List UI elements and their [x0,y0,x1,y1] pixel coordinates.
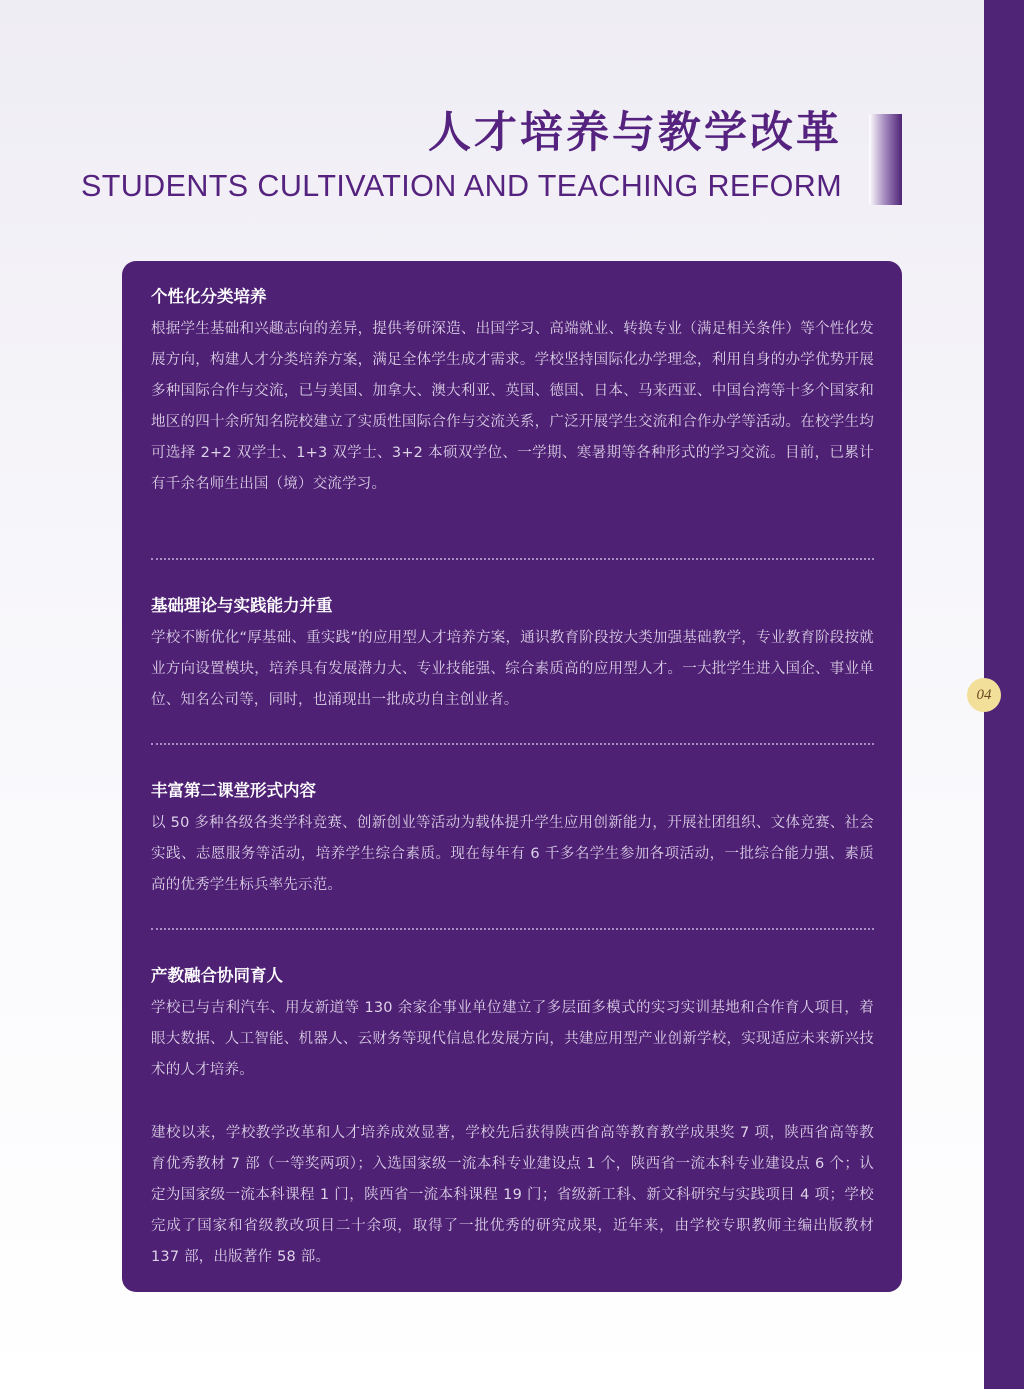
section-body: 学校已与吉利汽车、用友新道等 130 余家企事业单位建立了多层面多模式的实习实训基地和合作育人项目，着眼大数据、人工智能、机器人、云财务等现代信息化发展方向，共建应用型产业创新学校，实现适应未来新兴技术的人才培养。 [151,1000,874,1078]
section-theory-practice [151,595,874,716]
page-header [81,100,842,204]
content-panel [122,261,902,1292]
dotted-divider [151,558,874,560]
section-title: 个性化分类培养 [151,287,267,306]
section-body: 根据学生基础和兴趣志向的差异，提供考研深造、出国学习、高端就业、转换专业（满足相关条件）等个性化发展方向，构建人才分类培养方案，满足全体学生成才需求。学校坚持国际化办学理念，利用自身的办学优势开展多种国际合作与交流，已与美国、加拿大、澳大利亚、英国、德国、日本、马来西亚、中国台湾等十多个国家和地区的四十余所知名院校建立了实质性国际合作与交流关系，广泛开展学生交流和合作办学等活动。在校学生均可选择 2+2 双学士、1+3 双学士、3+2 本硕双学位、一学期、寒暑期等各种形式的学习交流。目前，已累计有千余名师生出国（境）交流学习。 [151,321,874,492]
section-title: 产教融合协同育人 [151,966,283,985]
section-personalized-training [151,286,874,500]
page-number-badge: 04 [967,678,1001,712]
section-title: 基础理论与实践能力并重 [151,596,333,615]
section-industry-education [151,965,874,1086]
section-title: 丰富第二课堂形式内容 [151,781,316,800]
dotted-divider [151,743,874,745]
title-accent-bar [869,114,902,205]
section-body: 学校不断优化“厚基础、重实践”的应用型人才培养方案，通识教育阶段按大类加强基础教学，专业教育阶段按就业方向设置模块，培养具有发展潜力大、专业技能强、综合素质高的应用型人才。一大批学生进入国企、事业单位、知名公司等，同时，也涌现出一批成功自主创业者。 [151,630,874,708]
page-title-english: STUDENTS CULTIVATION AND TEACHING REFORM [80,169,842,203]
section-second-classroom [151,780,874,901]
dotted-divider [151,928,874,930]
section-body: 以 50 多种各级各类学科竞赛、创新创业等活动为载体提升学生应用创新能力，开展社团组织、文体竞赛、社会实践、志愿服务等活动，培养学生综合素质。现在每年有 6 千多名学生参加各项活动，一批综合能力强、素质高的优秀学生标兵率先示范。 [151,815,874,893]
page-title-chinese: 人才培养与教学改革 [428,108,842,158]
achievements-summary: 建校以来，学校教学改革和人才培养成效显著，学校先后获得陕西省高等教育教学成果奖 7 项，陕西省高等教育优秀教材 7 部（一等奖两项）；入选国家级一流本科专业建设点 1 个，陕西省一流本科专业建设点 6 个；认定为国家级一流本科课程 1 门，陕西省一流本科课程 19 门；省级新工科、新文科研究与实践项目 4 项；学校完成了国家和省级教改项目二十余项，取得了一批优秀的研究成果，近年来，由学校专职教师主编出版教材 137 部，出版著作 58 部。 [151,1125,874,1265]
